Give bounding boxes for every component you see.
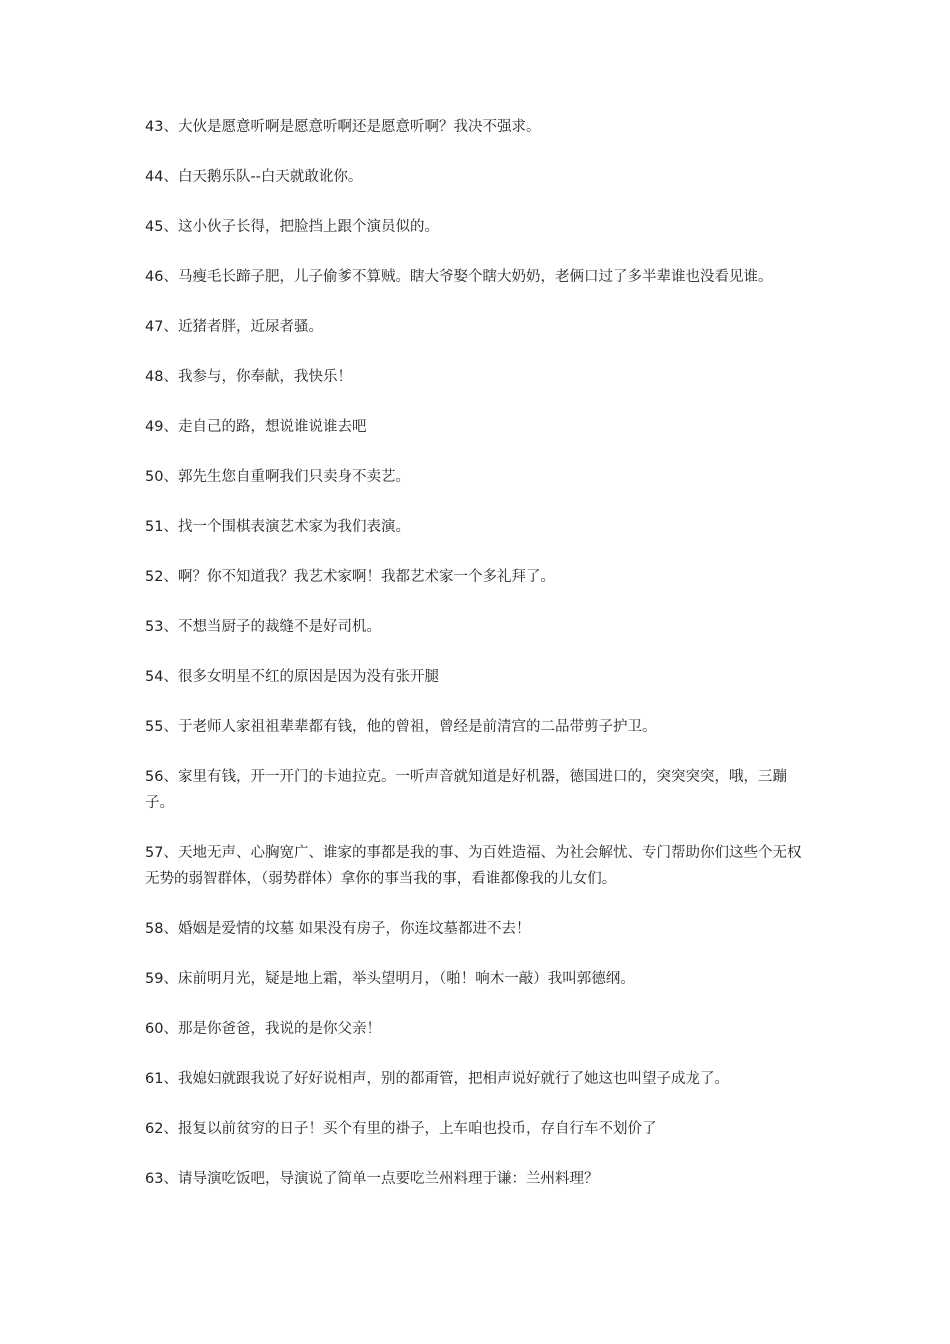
list-item: 61、我媳妇就跟我说了好好说相声，别的都甭管，把相声说好就行了她这也叫望子成龙了。 <box>145 1071 729 1087</box>
list-item: 46、马瘦毛长蹄子肥，儿子偷爹不算贼。瞎大爷娶个瞎大奶奶，老俩口过了多半辈谁也没看见谁。 <box>145 269 773 285</box>
list-item: 55、于老师人家祖祖辈辈都有钱，他的曾祖，曾经是前清宫的二品带剪子护卫。 <box>145 719 657 735</box>
list-item: 57、天地无声、心胸宽广、谁家的事都是我的事、为百姓造福、为社会解忧、专门帮助你们这些个无权无势的弱智群体，（弱势群体）拿你的事当我的事，看谁都像我的儿女们。 <box>145 845 802 887</box>
list-item: 43、大伙是愿意听啊是愿意听啊还是愿意听啊？我决不强求。 <box>145 119 541 135</box>
list-item: 60、那是你爸爸，我说的是你父亲！ <box>145 1021 381 1037</box>
list-item: 56、家里有钱，开一开门的卡迪拉克。一听声音就知道是好机器，德国进口的，突突突突，哦，三蹦子。 <box>145 769 787 811</box>
list-item: 53、不想当厨子的裁缝不是好司机。 <box>145 619 381 635</box>
list-item: 52、啊？你不知道我？我艺术家啊！我都艺术家一个多礼拜了。 <box>145 569 555 585</box>
list-item: 51、找一个围棋表演艺术家为我们表演。 <box>145 519 410 535</box>
list-item: 47、近猪者胖，近尿者骚。 <box>145 319 323 335</box>
list-item: 59、床前明月光，疑是地上霜，举头望明月，（啪！响木一敲）我叫郭德纲。 <box>145 971 635 987</box>
list-item: 58、婚姻是爱情的坟墓 如果没有房子，你连坟墓都进不去！ <box>145 921 531 937</box>
list-item: 54、很多女明星不红的原因是因为没有张开腿 <box>145 669 439 685</box>
list-item: 45、这小伙子长得，把脸挡上跟个演员似的。 <box>145 219 439 235</box>
list-item: 44、白天鹅乐队--白天就敢讹你。 <box>145 169 363 185</box>
list-item: 48、我参与，你奉献，我快乐！ <box>145 369 352 385</box>
list-item: 62、报复以前贫穷的日子！买个有里的褂子，上车咱也投币，存自行车不划价了 <box>145 1121 657 1137</box>
quote-list <box>145 114 805 1216</box>
list-item: 63、请导演吃饭吧，导演说了简单一点要吃兰州料理于谦：兰州料理？ <box>145 1171 599 1187</box>
list-item: 49、走自己的路，想说谁说谁去吧 <box>145 419 367 435</box>
list-item: 50、郭先生您自重啊我们只卖身不卖艺。 <box>145 469 410 485</box>
